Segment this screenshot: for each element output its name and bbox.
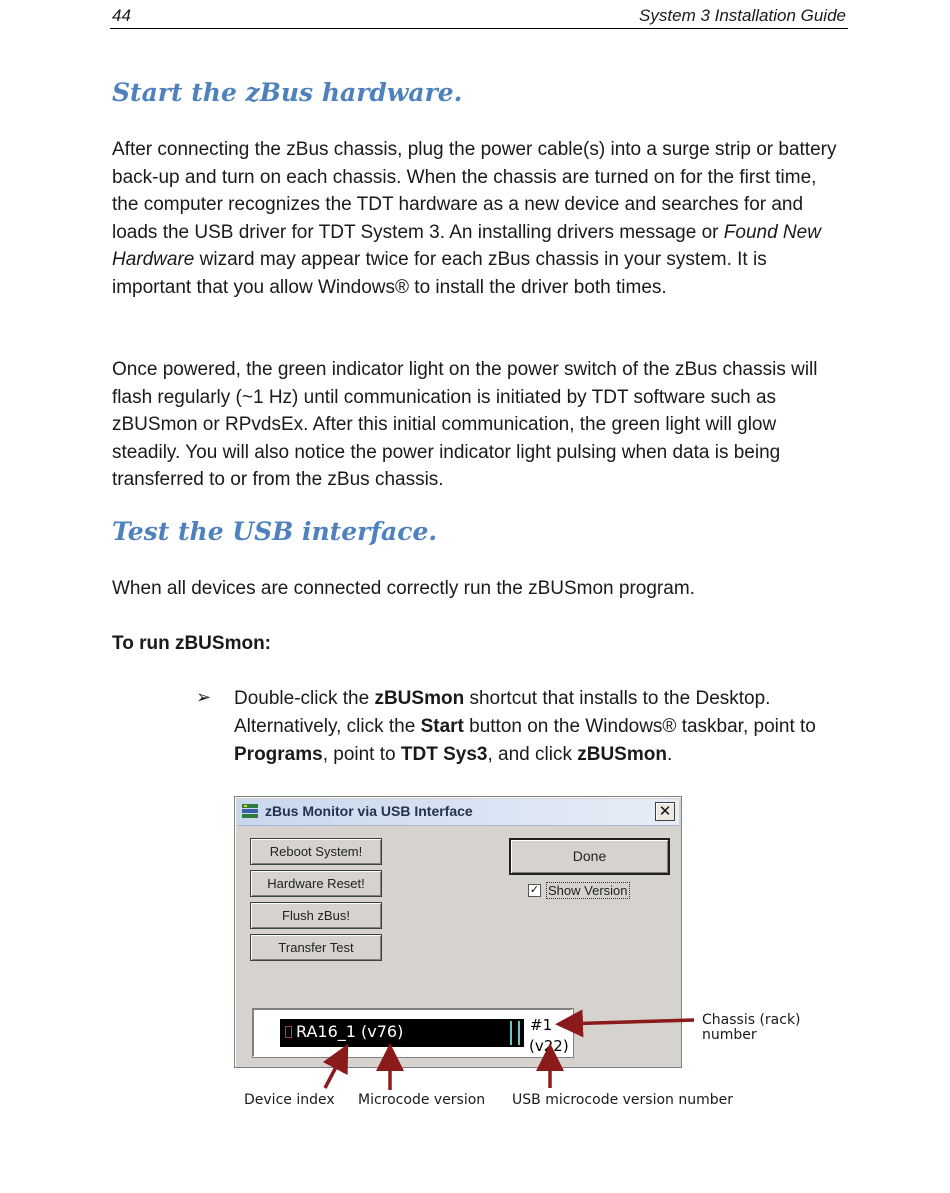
callout-device-index: Device index (244, 1092, 335, 1108)
dialog-title: zBus Monitor via USB Interface (265, 803, 473, 819)
callout-usb-microcode-version: USB microcode version number (512, 1092, 734, 1108)
close-icon[interactable]: ✕ (655, 802, 675, 821)
step-bold-zbusmon: zBUSmon (374, 688, 465, 709)
done-button[interactable]: Done (509, 838, 670, 875)
step-bold-start: Start (420, 716, 464, 737)
step-text-1: Double-click the (234, 688, 375, 709)
callout-chassis-number: number (702, 1027, 757, 1043)
header-title: System 3 Installation Guide (639, 6, 846, 25)
section-heading-start-zbus: Start the zBus hardware. (112, 78, 463, 107)
section-heading-test-usb: Test the USB interface. (112, 517, 438, 546)
step-text-2: shortcut that installs to the Desktop. Alternatively, click the (234, 688, 771, 737)
zbus-app-icon (241, 803, 259, 821)
page-number: 44 (112, 6, 131, 25)
callout-microcode-version: Microcode version (358, 1092, 486, 1108)
step-bold-tdt-sys3: TDT Sys3 (400, 744, 488, 765)
reboot-system-button[interactable]: Reboot System! (250, 838, 382, 865)
para1-italic-found-new-hardware: Found New Hardware (112, 221, 821, 271)
show-version-label: Show Version (548, 883, 628, 898)
step-text-6: . (666, 744, 673, 765)
check-icon[interactable]: ✓ (529, 884, 540, 896)
step-bold-programs: Programs (234, 744, 323, 765)
device-marker-tick (510, 1021, 512, 1045)
callout-chassis-rack: Chassis (rack) (702, 1012, 801, 1028)
page-header (110, 4, 848, 29)
hardware-reset-button[interactable]: Hardware Reset! (250, 870, 382, 897)
rack-number: #1 (530, 1016, 553, 1034)
dialog-titlebar (237, 799, 679, 826)
paragraph-indicator-light: Once powered, the green indicator light on the power switch of the zBus chassis will flash regularly (~1 Hz) until communication is initiated by TDT software such as zBUSmon or RPvdsEx. After this initial communication, the green light will glow steadily. You will also notice the power indicator light pulsing when data is being transferred to or from the zBus chassis. (112, 359, 818, 491)
paragraph-run-zbusmon: When all devices are connected correctly run the zBUSmon program. (112, 578, 695, 599)
procedure-label: To run zBUSmon: (112, 633, 272, 654)
para1-text-a: After connecting the zBus chassis, plug the power cable(s) into a surge strip or battery back-up and turn on each chassis. When the chassis are turned on for the first time, the computer recognizes the TDT hardware as a new device and searches for and loads the USB driver for TDT System 3. An installing drivers message or (112, 139, 837, 243)
usb-microcode-version: (v22) (529, 1037, 569, 1055)
step-text-5: , and click (487, 744, 578, 765)
device-display (280, 1019, 524, 1047)
arrow-bullet-icon: ➢ (196, 687, 212, 708)
para1-text-b: wizard may appear twice for each zBus chassis in your system. It is important that you allow Windows® to install the driver both times. (112, 249, 767, 298)
flush-zbus-button[interactable]: Flush zBus! (250, 902, 382, 929)
step-text-3: button on the Windows® taskbar, point to (463, 716, 816, 737)
device-marker-tick (518, 1021, 520, 1045)
paragraph-connecting-chassis (112, 136, 842, 302)
step-instructions (234, 685, 844, 769)
transfer-test-button[interactable]: Transfer Test (250, 934, 382, 961)
step-bold-zbusmon-2: zBUSmon (577, 744, 667, 765)
device-led-icon (285, 1026, 292, 1038)
device-name: RA16_1 (v76) (296, 1022, 404, 1041)
step-text-4: , point to (322, 744, 401, 765)
